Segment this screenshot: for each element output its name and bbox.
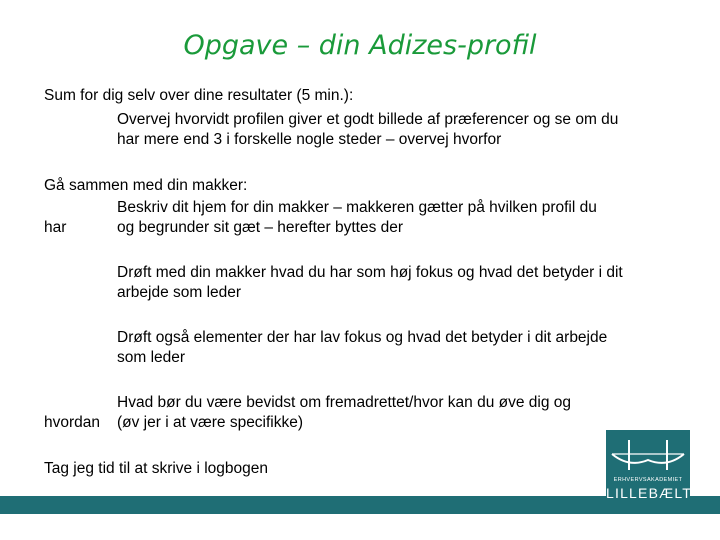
bridge-icon: [606, 430, 693, 514]
school-logo: [606, 430, 693, 514]
section2-heading: Gå sammen med din makker:: [44, 177, 248, 194]
paragraph3-line1: Drøft også elementer der har lav fokus og hvad det betyder i dit arbejde: [117, 329, 608, 346]
slide-title: Opgave – din Adizes-profil: [183, 30, 537, 61]
closing-line: Tag jeg tid til at skrive i logbogen: [44, 460, 269, 477]
paragraph3-line2: som leder: [117, 349, 186, 366]
section1-line2: har mere end 3 i forskelle nogle steder – overvej hvorfor: [117, 131, 502, 148]
paragraph2-line1: Drøft med din makker hvad du har som høj fokus og hvad det betyder i dit: [117, 264, 623, 281]
paragraph2-line2: arbejde som leder: [117, 284, 242, 301]
paragraph4-line2: (øv jer i at være specifikke): [117, 414, 304, 431]
paragraph1-line1: Beskriv dit hjem for din makker – makkeren gætter på hvilken profil du: [117, 199, 597, 216]
section1-heading: Sum for dig selv over dine resultater (5 min.):: [44, 87, 354, 104]
logo-small-text: ERHVERVSAKADEMIET: [613, 477, 683, 483]
section1-line1: Overvej hvorvidt profilen giver et godt billede af præferencer og se om du: [117, 111, 619, 128]
paragraph4-hanging-word: hvordan: [44, 414, 101, 431]
logo-brand-text: LILLEBÆLT: [606, 485, 693, 501]
paragraph4-line1: Hvad bør du være bevidst om fremadrettet/hvor kan du øve dig og: [117, 394, 572, 411]
paragraph1-hanging-word: har: [44, 219, 67, 236]
paragraph1-line2: og begrunder sit gæt – herefter byttes der: [117, 219, 404, 236]
